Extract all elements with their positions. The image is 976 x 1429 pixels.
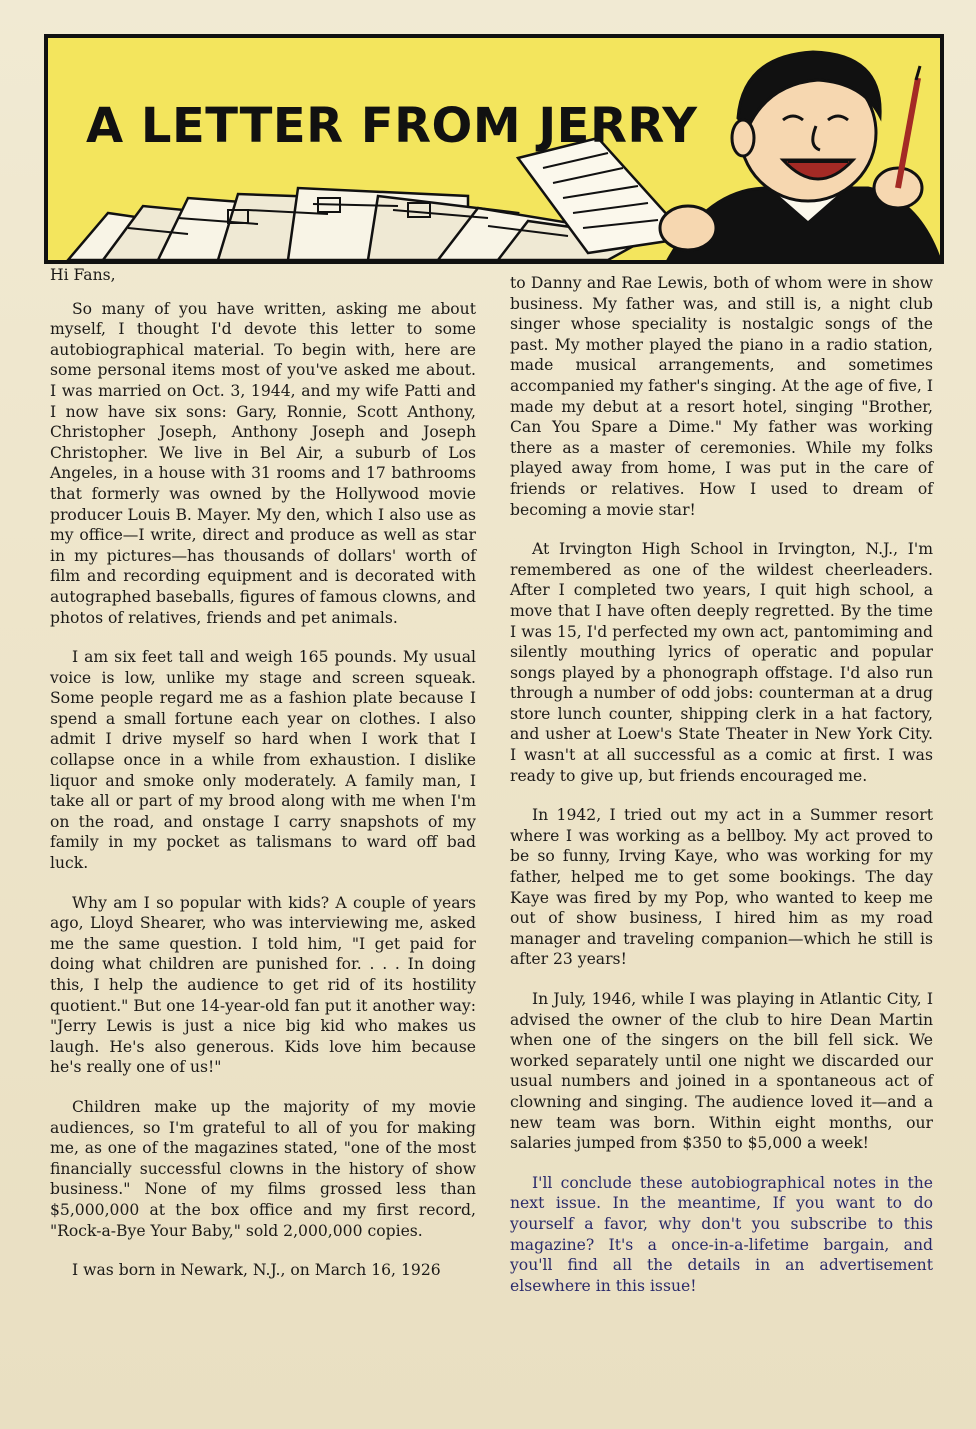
paragraph: So many of you have written, asking me about myself, I thought I'd devote this letter to some autobiographical material. To begin with, here are some personal items most of you've asked me about. I was married on Oct. 3, 1944, and my wife Patti and I now have six sons: Gary, Ronnie, Scott Anthony, Christopher Joseph, Anthony Joseph and Joseph Christopher. We live in Bel Air, a suburb of Los Angeles, in a house with 31 rooms and 17 bathrooms that formerly was owned by the Hollywood movie producer Louis B. Mayer. My den, which I also use as my office—I write, direct and produce as well as star in my pictures—has thousands of dollars' worth of film and recording equipment and is decorated with autographed baseballs, figures of famous clowns, and photos of relatives, friends and pet animals. (50, 299, 476, 627)
paragraph: Why am I so popular with kids? A couple of years ago, Lloyd Shearer, who was interviewing me, asked me the same question. I told him, "I get paid for doing what children are punished for. . . . In doing this, I help the audience to get rid of its hostility quotient." But one 14-year-old fan put it another way: "Jerry Lewis is just a nice big kid who makes us laugh. He's also generous. Kids love him because he's really one of us!" (50, 893, 476, 1077)
greeting: Hi Fans, (50, 266, 116, 284)
jerry-portrait-icon (660, 52, 940, 260)
right-column (510, 273, 933, 1315)
paragraph: Children make up the majority of my movie audiences, so I'm grateful to all of you for making me, as one of the magazines stated, "one of the most financially successful clowns in the history of show business." None of my films grossed less than $5,000,000 at the box office and my first record, "Rock-a-Bye Your Baby," sold 2,000,000 copies. (50, 1097, 476, 1240)
banner-title: A LETTER FROM JERRY (86, 98, 698, 154)
paragraph: In 1942, I tried out my act in a Summer resort where I was working as a bellboy. My act proved to be so funny, Irving Kaye, who was working for my father, helped me to get some bookings. The day Kaye was fired by my Pop, who wanted to keep me out of show business, I hired him as my road manager and traveling companion—which he still is after 23 years! (510, 806, 933, 969)
left-column (50, 265, 476, 1300)
paragraph: to Danny and Rae Lewis, both of whom were in show business. My father was, and still is, a night club singer whose speciality is nostalgic songs of the past. My mother played the piano in a radio station, made musical arrangements, and sometimes accompanied my father's singing. At the age of five, I made my debut at a resort hotel, singing "Brother, Can You Spare a Dime." My father was working there as a master of ceremonies. While my folks played away from home, I was put in the care of friends or relatives. How I used to dream of becoming a movie star! (510, 274, 933, 519)
paragraph: I am six feet tall and weigh 165 pounds. My usual voice is low, unlike my stage and screen squeak. Some people regard me as a fashion plate because I spend a small fortune each year on clothes. I also admit I drive myself so hard when I work that I collapse once in a while from exhaustion. I dislike liquor and smoke only moderately. A family man, I take all or part of my brood along with me when I'm on the road, and onstage I carry snapshots of my family in my pocket as talismans to ward off bad luck. (50, 648, 476, 873)
paragraph: I'll conclude these autobiographical notes in the next issue. In the meantime, If you want to do yourself a favor, why don't you subscribe to this magazine? It's a once-in-a-lifetime bargain, and you'll find all the details in an advertisement elsewhere in this issue! (510, 1173, 933, 1295)
paragraph: In July, 1946, while I was playing in Atlantic City, I advised the owner of the club to hire Dean Martin when one of the singers on the bill fell sick. We worked separately until one night we discarded our usual numbers and joined in a spontaneous act of clowning and singing. The audience loved it—and a new team was born. Within eight months, our salaries jumped from $350 to $5,000 a week! (510, 990, 933, 1153)
letter-banner (44, 34, 944, 264)
paragraph: At Irvington High School in Irvington, N.J., I'm remembered as one of the wildest cheerleaders. After I completed two years, I quit high school, a move that I have often deeply regretted. By the time I was 15, I'd perfected my own act, pantomiming and silently mouthing lyrics of operatic and popular songs played by a phonograph offstage. I'd also run through a number of odd jobs: counterman at a drug store lunch counter, shipping clerk in a hat factory, and usher at Loew's State Theater in New York City. I wasn't at all successful as a comic at first. I was ready to give up, but friends encouraged me. (510, 540, 933, 785)
paragraph: I was born in Newark, N.J., on March 16, 1926 (72, 1261, 441, 1280)
